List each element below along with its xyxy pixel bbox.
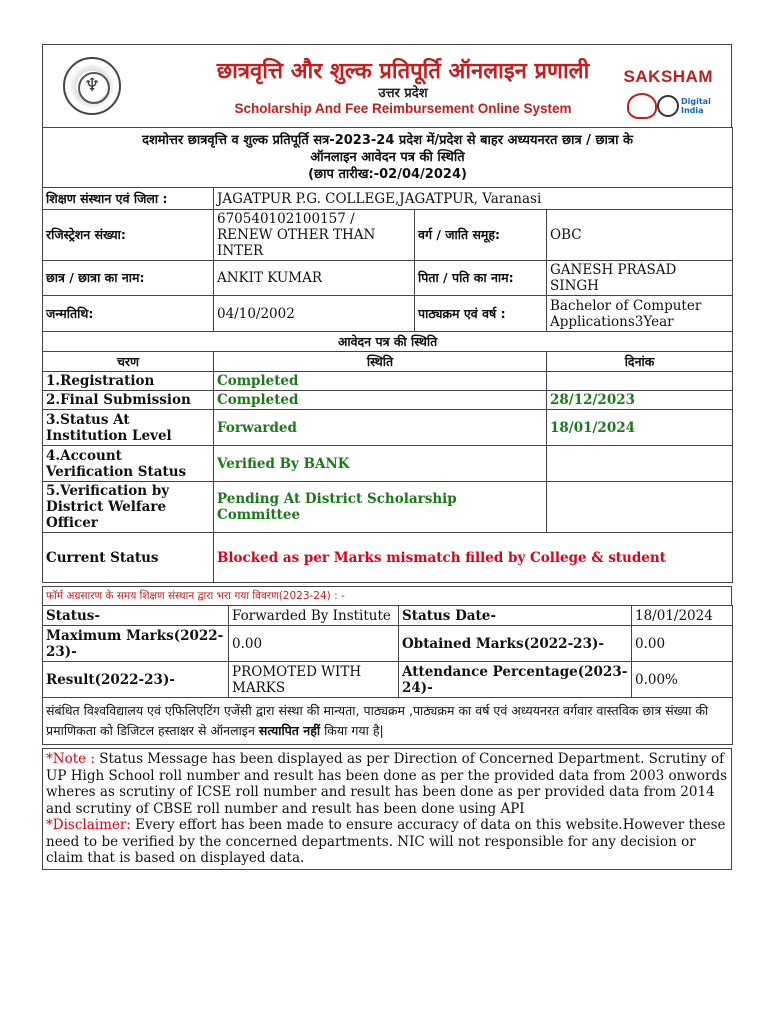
status-date-value: 18/01/2024 bbox=[632, 606, 733, 626]
stage-registration: 1.Registration bbox=[43, 372, 214, 391]
student-name-value: ANKIT KUMAR bbox=[214, 261, 415, 296]
student-name-label: छात्र / छात्रा का नाम: bbox=[43, 261, 214, 296]
status-district-welfare: Pending At District Scholarship Committee bbox=[214, 482, 547, 533]
page-heading bbox=[43, 128, 733, 188]
category-label: वर्ग / जाति समूह: bbox=[415, 210, 547, 261]
status-account-verification: Verified By BANK bbox=[214, 446, 547, 482]
header-state: उत्तर प्रदेश bbox=[378, 86, 428, 101]
digital-india-logo: Digital India bbox=[681, 97, 711, 115]
stage-district-welfare: 5.Verification by District Welfare Officer bbox=[43, 482, 214, 533]
verification-remark bbox=[43, 698, 733, 745]
heading-line-3: (छाप तारीख:-02/04/2024) bbox=[308, 167, 467, 182]
status-registration: Completed bbox=[214, 372, 547, 391]
header-title-hindi: छात्रवृत्ति और शुल्क प्रतिपूर्ति ऑनलाइन प्रणाली bbox=[216, 59, 590, 84]
page-header bbox=[42, 44, 732, 127]
obtained-marks-label: Obtained Marks(2022-23)- bbox=[399, 626, 632, 662]
col-status-header: स्थिति bbox=[214, 352, 547, 372]
header-title-english: Scholarship And Fee Reimbursement Online System bbox=[234, 101, 572, 116]
institute-label: शिक्षण संस्थान एवं जिला : bbox=[43, 188, 214, 210]
verification-text-2: किया गया है| bbox=[324, 723, 384, 738]
col-date-header: दिनांक bbox=[547, 352, 733, 372]
course-label: पाठ्यक्रम एवं वर्ष : bbox=[415, 296, 547, 332]
institute-section-title: फॉर्म अग्रसारण के समय शिक्षण संस्थान द्वारा भरा गया विवरण(2023-24) : - bbox=[42, 586, 732, 605]
date-final-submission: 28/12/2023 bbox=[547, 391, 733, 410]
stage-institution-level: 3.Status At Institution Level bbox=[43, 410, 214, 446]
registration-value: 670540102100157 / RENEW OTHER THAN INTER bbox=[214, 210, 415, 261]
gandhi-glasses-icon bbox=[627, 93, 657, 119]
col-stage-header: चरण bbox=[43, 352, 214, 372]
status-institution-level: Forwarded bbox=[214, 410, 547, 446]
main-table bbox=[42, 127, 733, 583]
course-value: Bachelor of Computer Applications3Year bbox=[547, 296, 733, 332]
disclaimer-label: *Disclaimer: bbox=[46, 817, 131, 833]
circle-logo-icon bbox=[657, 95, 679, 117]
heading-line-2: ऑनलाइन आवेदन पत्र की स्थिति bbox=[310, 150, 465, 165]
registration-label: रजिस्ट्रेशन संख्या: bbox=[43, 210, 214, 261]
status-sheet bbox=[42, 44, 732, 870]
attendance-value: 0.00% bbox=[632, 662, 733, 698]
obtained-marks-value: 0.00 bbox=[632, 626, 733, 662]
disclaimer-text: Every effort has been made to ensure accuracy of data on this website.However these need to be verified by the concerned departments. NIC will not responsible for any decision or claim that is based on displayed data. bbox=[46, 817, 726, 866]
result-value: PROMOTED WITH MARKS bbox=[229, 662, 399, 698]
status-final-submission: Completed bbox=[214, 391, 547, 410]
notes-box bbox=[42, 748, 732, 870]
date-registration bbox=[547, 372, 733, 391]
partner-logos bbox=[627, 93, 709, 121]
dob-value: 04/10/2002 bbox=[214, 296, 415, 332]
note-label: *Note : bbox=[46, 751, 95, 767]
result-label: Result(2022-23)- bbox=[43, 662, 229, 698]
date-account-verification bbox=[547, 446, 733, 482]
attendance-label: Attendance Percentage(2023-24)- bbox=[399, 662, 632, 698]
inst-status-value: Forwarded By Institute bbox=[229, 606, 399, 626]
note-text: Status Message has been displayed as per Direction of Concerned Department. Scrutiny of UP High School roll number and result has been done as per the provided data from 2003 onwords wheres as scrutiny of ICSE roll number and result has been done as per provided data from 2014 and scrutiny of CBSE roll number and result has been done using API bbox=[46, 751, 728, 817]
inst-status-label: Status- bbox=[43, 606, 229, 626]
institute-value: JAGATPUR P.G. COLLEGE,JAGATPUR, Varanasi bbox=[214, 188, 733, 210]
category-value: OBC bbox=[547, 210, 733, 261]
father-name-value: GANESH PRASAD SINGH bbox=[547, 261, 733, 296]
current-status-label: Current Status bbox=[43, 533, 214, 583]
date-institution-level: 18/01/2024 bbox=[547, 410, 733, 446]
stage-account-verification: 4.Account Verification Status bbox=[43, 446, 214, 482]
up-emblem-icon: ♆ bbox=[63, 57, 121, 115]
saksham-logo: SAKSHAM bbox=[623, 67, 713, 86]
current-status-value: Blocked as per Marks mismatch filled by College & student bbox=[214, 533, 733, 583]
max-marks-value: 0.00 bbox=[229, 626, 399, 662]
verification-bold: सत्यापित नहीं bbox=[258, 723, 321, 738]
verification-text-1: संबंधित विश्वविद्यालय एवं एफिलिएटिंग एजेंसी द्वारा संस्था की मान्यता, पाठ्यक्रम ,पाठ्यक्रम का वर्ष एवं अध्ययनरत वर्गवार वास्तविक छात्र संख्या की प्रमाणिकता को डिजिटल हस्ताक्षर से ऑनलाइन bbox=[46, 703, 709, 738]
status-date-label: Status Date- bbox=[399, 606, 632, 626]
date-district-welfare bbox=[547, 482, 733, 533]
status-table-title: आवेदन पत्र की स्थिति bbox=[43, 332, 733, 352]
stage-final-submission: 2.Final Submission bbox=[43, 391, 214, 410]
heading-line-1: दशमोत्तर छात्रवृत्ति व शुल्क प्रतिपूर्ति सत्र-2023-24 प्रदेश में/प्रदेश से बाहर अध्ययनरत छात्र / छात्रा के bbox=[142, 133, 633, 148]
father-name-label: पिता / पति का नाम: bbox=[415, 261, 547, 296]
dob-label: जन्मतिथि: bbox=[43, 296, 214, 332]
institute-details-table bbox=[42, 605, 733, 745]
max-marks-label: Maximum Marks(2022-23)- bbox=[43, 626, 229, 662]
